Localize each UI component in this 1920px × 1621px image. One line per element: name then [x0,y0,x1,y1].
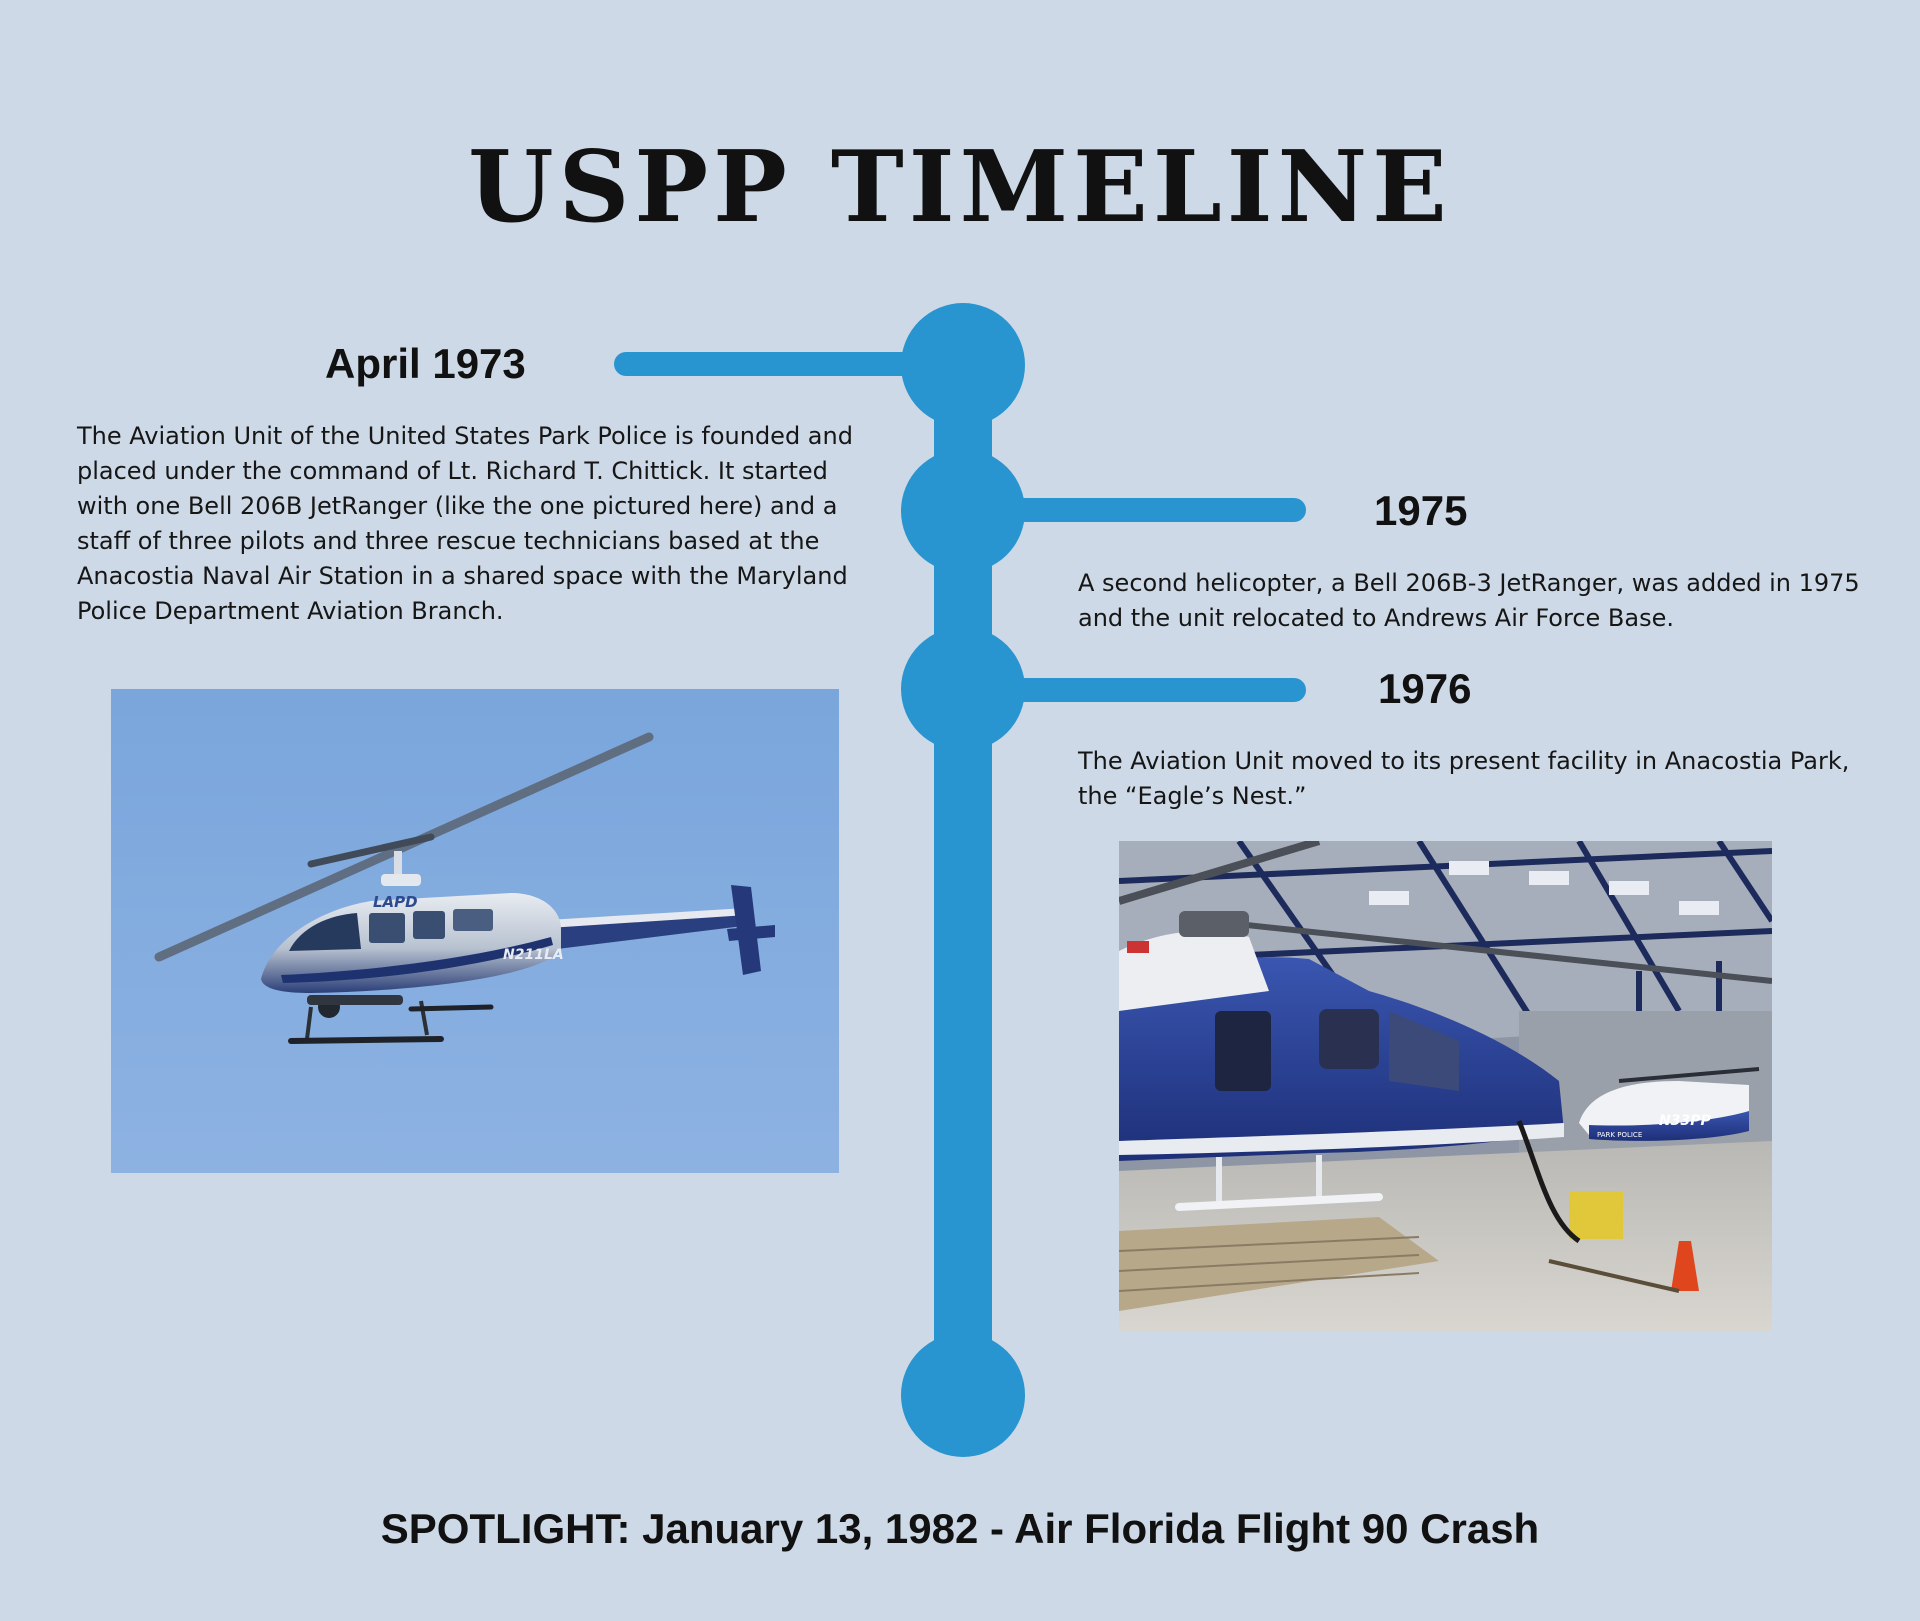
fuselage-text: LAPD [373,893,418,911]
timeline-node-1976 [901,627,1025,751]
event-date-1975: 1975 [1374,487,1468,534]
hangar-tail-number: N33PP [1659,1113,1711,1129]
page-title: USPP TIMELINE [468,130,1452,245]
spotlight-heading: SPOTLIGHT: January 13, 1982 - Air Florida Flight 90 Crash [380,1505,1540,1552]
hangar-door-text: PARK POLICE [1597,1131,1643,1139]
event-description-april-1973: The Aviation Unit of the United States Park Police is founded and placed under the command of Lt. Richard T. Chittick. It started with one Bell 206B JetRanger (like the one pictured here) and a staff of three pilots and three rescue technicians based at the Anacostia Naval Air Station in a shared space with the Maryland Police Department Aviation Branch. [77,422,853,625]
event-date-april-1973: April 1973 [325,340,526,387]
timeline-node-1975 [901,449,1025,573]
event-date-1976: 1976 [1378,665,1472,712]
timeline-node-april-1973 [901,303,1025,427]
timeline-node-end [901,1333,1025,1457]
helicopter-in-flight-photo [111,689,839,1173]
event-description-1975: A second helicopter, a Bell 206B-3 JetRanger, was added in 1975 and the unit relocated to Andrews Air Force Base. [1078,569,1860,632]
tail-number-text: N211LA [503,947,564,963]
timeline-branch-1976 [980,678,1306,702]
timeline-branch-1975 [980,498,1306,522]
hangar-photo [1119,841,1772,1331]
event-description-1976: The Aviation Unit moved to its present facility in Anacostia Park, the “Eagle’s Nest.” [1078,747,1850,810]
